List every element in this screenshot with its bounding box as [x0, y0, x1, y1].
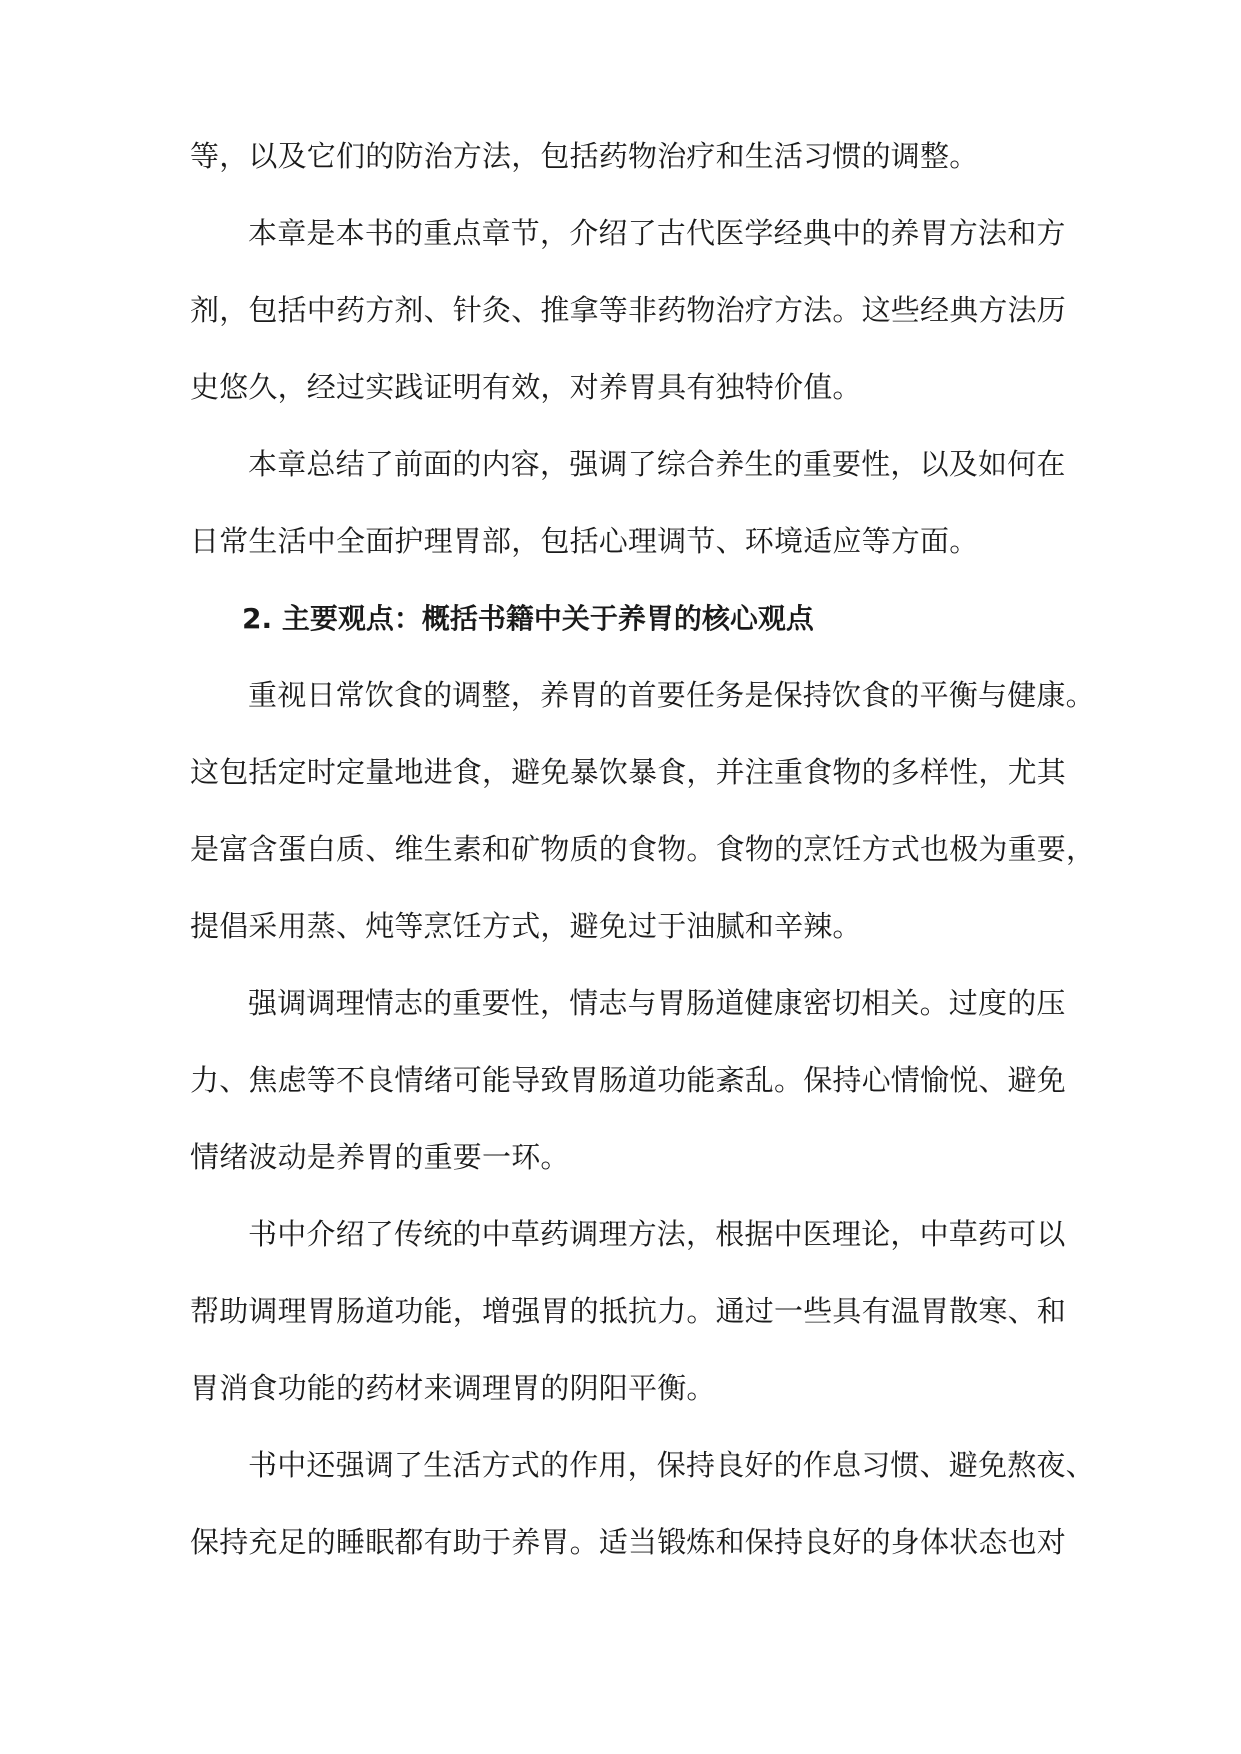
paragraph-herbal	[190, 1216, 1067, 1407]
text-line: 强调调理情志的重要性，情志与胃肠道健康密切相关。过度的压	[248, 986, 1066, 1020]
text-line: 日常生活中全面护理胃部，包括心理调节、环境适应等方面。	[190, 524, 979, 558]
text-line: 史悠久，经过实践证明有效，对养胃具有独特价值。	[190, 370, 862, 404]
text-line: 胃消食功能的药材来调理胃的阴阳平衡。	[190, 1371, 716, 1405]
text-line: 帮助调理胃肠道功能，增强胃的抵抗力。通过一些具有温胃散寒、和	[190, 1294, 1067, 1328]
section-heading: 2. 主要观点：概括书籍中关于养胃的核心观点	[242, 602, 814, 635]
text-line: 书中还强调了生活方式的作用，保持良好的作息习惯、避免熬夜、	[248, 1448, 1095, 1482]
paragraph-continuation	[190, 138, 1054, 175]
paragraph-emotion	[190, 985, 1067, 1176]
paragraph-chapter-summary	[190, 446, 1066, 560]
text-line: 书中介绍了传统的中草药调理方法，根据中医理论，中草药可以	[248, 1217, 1066, 1251]
text-line: 本章总结了前面的内容，强调了综合养生的重要性，以及如何在	[248, 447, 1066, 481]
text-line: 情绪波动是养胃的重要一环。	[190, 1140, 570, 1174]
paragraph-chapter-focus	[190, 215, 1067, 406]
text-line: 保持充足的睡眠都有助于养胃。适当锻炼和保持良好的身体状态也对	[190, 1525, 1067, 1559]
text-line: 剂，包括中药方剂、针灸、推拿等非药物治疗方法。这些经典方法历	[190, 293, 1067, 327]
text-line: 这包括定时定量地进食，避免暴饮暴食，并注重食物的多样性，尤其	[190, 755, 1067, 789]
text-line: 是富含蛋白质、维生素和矿物质的食物。食物的烹饪方式也极为重要，	[190, 832, 1096, 866]
paragraph-lifestyle	[190, 1447, 1095, 1561]
text-line: 重视日常饮食的调整，养胃的首要任务是保持饮食的平衡与健康。	[248, 678, 1095, 712]
text-line: 力、焦虑等不良情绪可能导致胃肠道功能紊乱。保持心情愉悦、避免	[190, 1063, 1067, 1097]
document-body	[190, 138, 1096, 1601]
paragraph-diet	[190, 677, 1096, 945]
text-line: 等，以及它们的防治方法，包括药物治疗和生活习惯的调整。	[190, 139, 979, 173]
text-line: 本章是本书的重点章节，介绍了古代医学经典中的养胃方法和方	[248, 216, 1066, 250]
text-line: 提倡采用蒸、炖等烹饪方式，避免过于油腻和辛辣。	[190, 909, 862, 943]
